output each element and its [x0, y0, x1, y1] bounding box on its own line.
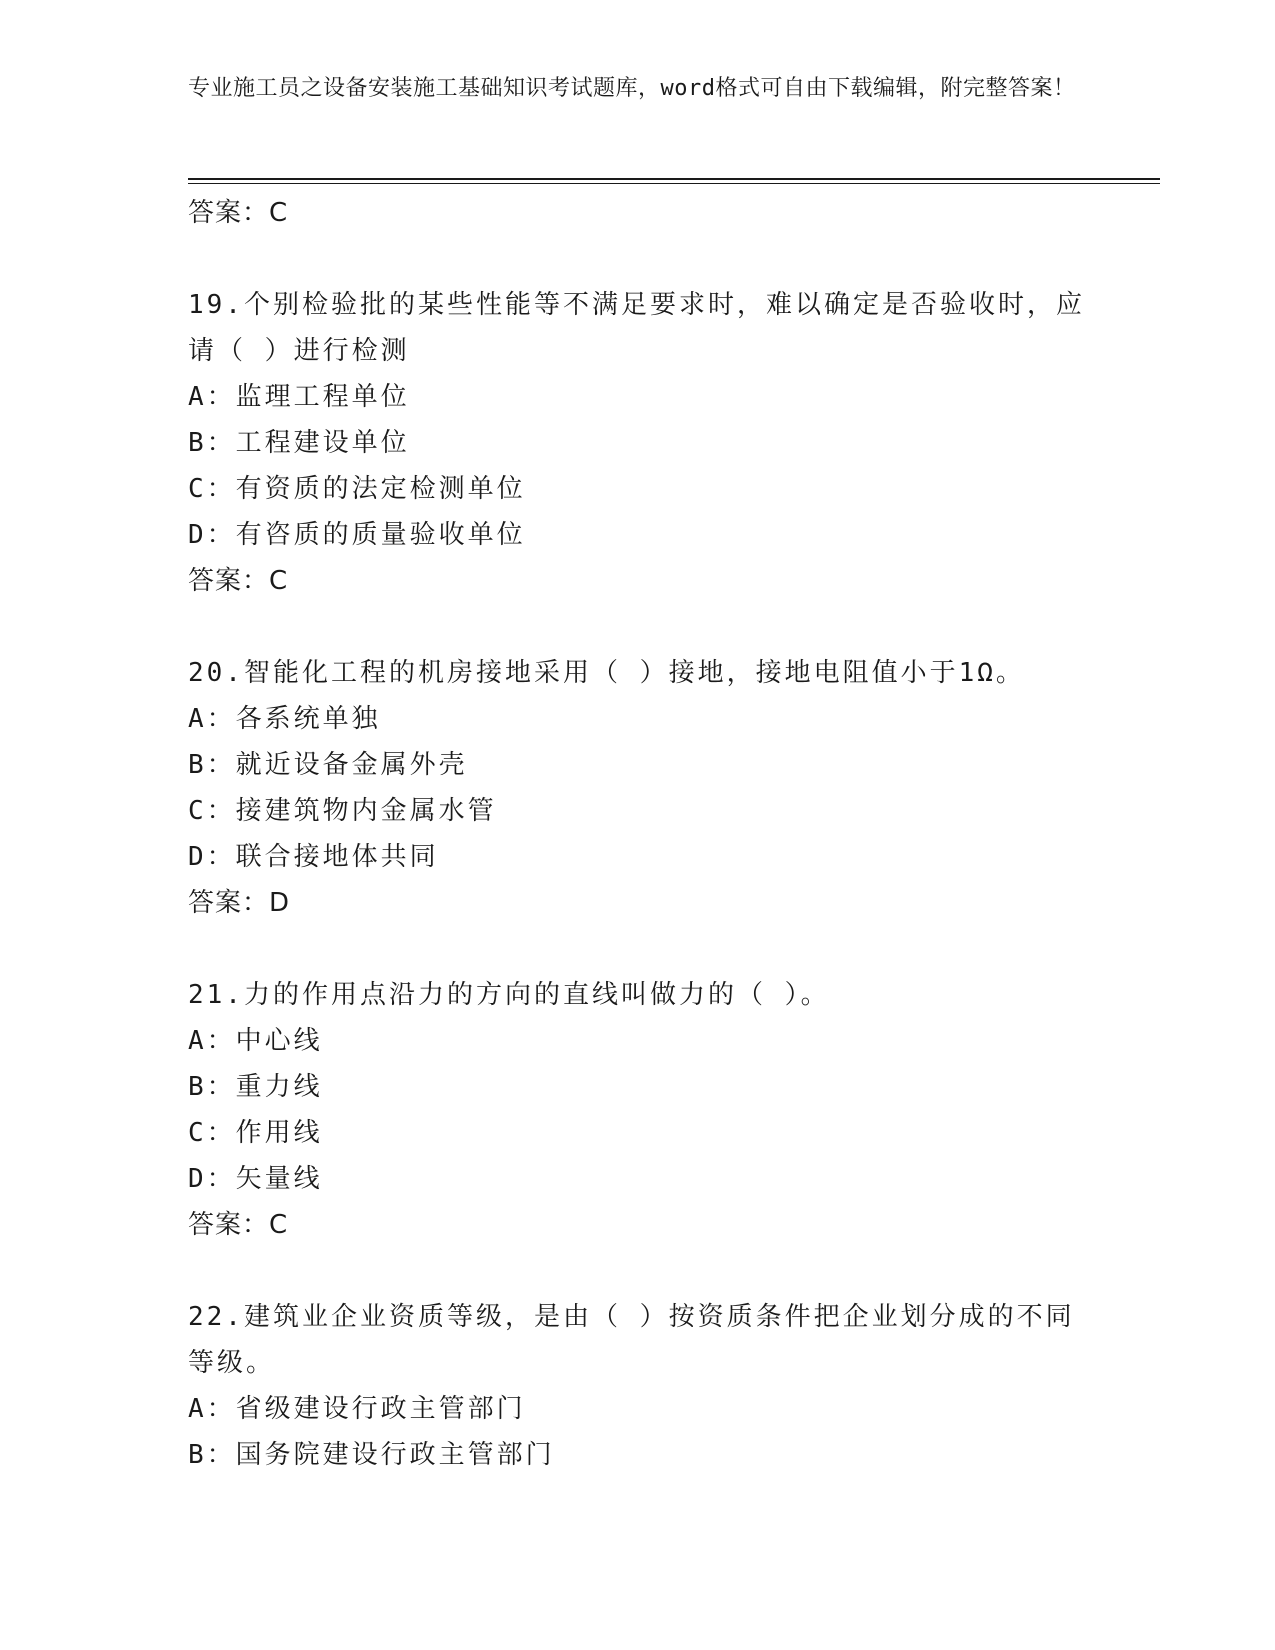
option-b: B：工程建设单位	[188, 428, 410, 458]
option-b: B：重力线	[188, 1072, 323, 1102]
spacer	[188, 604, 1088, 650]
question-stem-line: 21.力的作用点沿力的方向的直线叫做力的（ ）。	[188, 980, 830, 1010]
question-block	[188, 972, 1088, 1248]
option-d: D：联合接地体共同	[188, 842, 439, 872]
question-block	[188, 650, 1088, 926]
header-divider-thin	[188, 183, 1160, 184]
option-b: B：国务院建设行政主管部门	[188, 1440, 555, 1470]
document-header: 专业施工员之设备安装施工基础知识考试题库，word格式可自由下载编辑，附完整答案！	[188, 76, 1076, 101]
answer-line: 答案：D	[188, 888, 291, 918]
option-d: D：矢量线	[188, 1164, 323, 1194]
spacer	[188, 1248, 1088, 1294]
option-b: B：就近设备金属外壳	[188, 750, 468, 780]
spacer	[188, 926, 1088, 972]
spacer	[188, 236, 1088, 282]
option-d: D：有咨质的质量验收单位	[188, 520, 526, 550]
question-block	[188, 282, 1088, 604]
option-a: A：各系统单独	[188, 704, 381, 734]
option-a: A：监理工程单位	[188, 382, 410, 412]
question-stem-line: 22.建筑业企业资质等级，是由（ ）按资质条件把企业划分成的不同	[188, 1302, 1075, 1332]
answer-line: 答案：C	[188, 1210, 289, 1240]
header-divider-thick	[188, 178, 1160, 180]
answer-line: 答案：C	[188, 566, 289, 596]
question-block	[188, 1294, 1088, 1478]
question-stem-line: 请（ ）进行检测	[188, 336, 410, 366]
answer-line: 答案：C	[188, 198, 289, 228]
question-stem-line: 20.智能化工程的机房接地采用（ ）接地，接地电阻值小于1Ω。	[188, 658, 1025, 688]
question-stem-line: 等级。	[188, 1348, 276, 1378]
option-a: A：中心线	[188, 1026, 323, 1056]
question-stem-line: 19.个别检验批的某些性能等不满足要求时，难以确定是否验收时，应	[188, 290, 1085, 320]
option-a: A：省级建设行政主管部门	[188, 1394, 526, 1424]
option-c: C：有资质的法定检测单位	[188, 474, 526, 504]
question-list	[188, 190, 1088, 1478]
option-c: C：作用线	[188, 1118, 323, 1148]
option-c: C：接建筑物内金属水管	[188, 796, 497, 826]
